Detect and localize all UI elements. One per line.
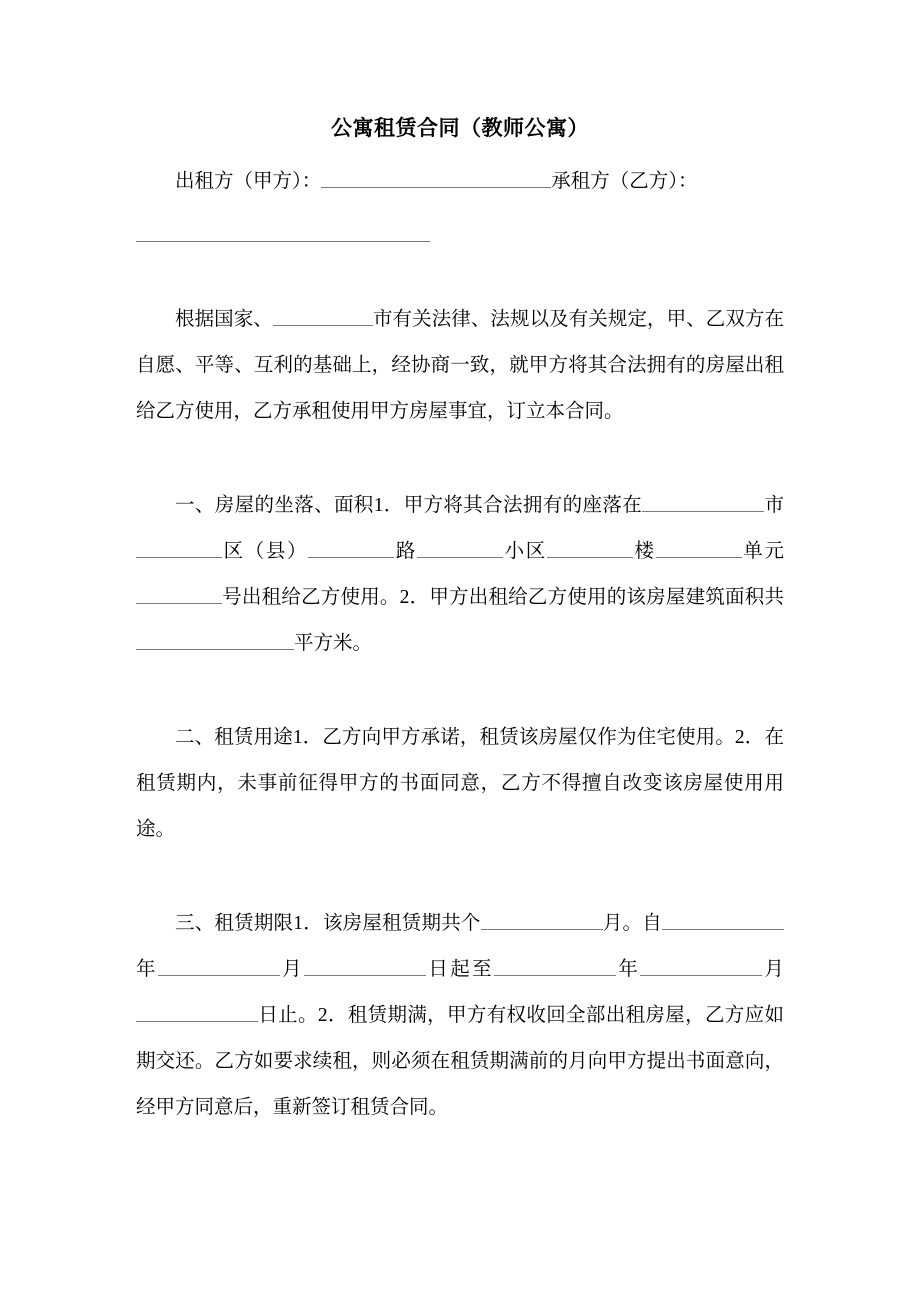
spacer-after-section-2 bbox=[136, 853, 784, 901]
section-1-heading: 一、房屋的坐落、面积 bbox=[175, 495, 374, 516]
section-1-clause-1-text-2: 区（县） bbox=[222, 541, 309, 562]
section-3-clause-2-number: 2． bbox=[317, 1005, 348, 1026]
start-day-blank[interactable] bbox=[304, 956, 426, 977]
city-blank[interactable] bbox=[273, 306, 373, 327]
lessor-label: 出租方（甲方）： bbox=[175, 171, 322, 192]
section-2-clause-2-text: 在租赁期内，未事前征得甲方的书面同意，乙方不得擅自改变该房屋使用用途。 bbox=[136, 727, 784, 840]
section-1-paragraph bbox=[136, 483, 784, 667]
section-3-paragraph bbox=[136, 901, 784, 1131]
start-year-blank[interactable] bbox=[662, 910, 784, 931]
end-month-blank[interactable] bbox=[640, 956, 762, 977]
section-1-clause-1-text-6: 单元 bbox=[741, 541, 784, 562]
section-1-clause-1-text-7: 号出租给乙方使用。 bbox=[222, 587, 400, 608]
end-year-blank[interactable] bbox=[494, 956, 616, 977]
section-1-clause-2-text-1: 平方米。 bbox=[294, 633, 373, 654]
spacer-after-parties bbox=[136, 251, 784, 297]
spacer-after-title bbox=[136, 143, 784, 159]
section-3-clause-1-text-3: 月 bbox=[279, 959, 305, 980]
section-3-clause-1-text-5: 年 bbox=[615, 959, 641, 980]
section-1-clause-1-text-1: 市 bbox=[764, 495, 784, 516]
section-3-clause-1-text-0: 该房屋租赁期共个 bbox=[322, 913, 481, 934]
page-title: 公寓租赁合同（教师公寓） bbox=[331, 116, 589, 140]
address-community-blank[interactable] bbox=[417, 538, 503, 559]
lessee-name-blank[interactable] bbox=[136, 241, 430, 242]
start-month-blank[interactable] bbox=[158, 956, 280, 977]
preamble-paragraph bbox=[136, 297, 784, 435]
section-2-clause-1-text: 乙方向甲方承诺，租赁该房屋仅作为住宅使用。 bbox=[322, 727, 735, 748]
lessee-label: 承租方（乙方）： bbox=[551, 171, 698, 192]
address-number-blank[interactable] bbox=[136, 584, 222, 605]
section-2-clause-2-number: 2． bbox=[734, 727, 765, 748]
address-building-blank[interactable] bbox=[547, 538, 633, 559]
section-3-clause-1-text-4: 日起至 bbox=[426, 959, 494, 980]
address-road-blank[interactable] bbox=[308, 538, 394, 559]
section-1-clause-2-number: 2． bbox=[399, 587, 430, 608]
section-1-clause-1-number: 1． bbox=[373, 495, 404, 516]
section-3-clause-1-number: 1． bbox=[293, 913, 323, 934]
section-3-clause-1-text-6: 月 bbox=[762, 959, 784, 980]
section-3-clause-1-text-1: 月。自 bbox=[602, 913, 662, 934]
party-line bbox=[136, 159, 784, 205]
building-area-blank[interactable] bbox=[136, 630, 294, 651]
section-1-clause-1-text-5: 楼 bbox=[632, 541, 656, 562]
preamble-text-before: 根据国家、 bbox=[175, 309, 273, 330]
address-unit-blank[interactable] bbox=[656, 538, 742, 559]
section-1-clause-1-text-0: 甲方将其合法拥有的座落在 bbox=[403, 495, 643, 516]
end-day-blank[interactable] bbox=[136, 1002, 258, 1023]
section-1-clause-2-text-0: 甲方出租给乙方使用的该房屋建筑面积共 bbox=[429, 587, 784, 608]
section-1-clause-1-text-4: 小区 bbox=[502, 541, 547, 562]
section-3-heading: 三、租赁期限 bbox=[175, 913, 294, 934]
section-1-clause-1-text-3: 路 bbox=[394, 541, 417, 562]
section-3-clause-1-text-2: 年 bbox=[136, 959, 158, 980]
address-city-blank[interactable] bbox=[642, 492, 764, 513]
section-3-clause-1-text-7: 日止。 bbox=[258, 1005, 318, 1026]
spacer-after-preamble bbox=[136, 435, 784, 483]
section-2-clause-1-number: 1． bbox=[292, 727, 323, 748]
lessee-name-blank-row bbox=[136, 205, 784, 251]
section-3-clause-2-text: 租赁期满，甲方有权收回全部出租房屋，乙方应如期交还。乙方如要求续租，则必须在租赁期满前的月向甲方提出书面意向，经甲方同意后，重新签订租赁合同。 bbox=[136, 1005, 784, 1118]
preamble-text-after: 市有关法律、法规以及有关规定，甲、乙双方在自愿、平等、互利的基础上，经协商一致，就甲方将其合法拥有的房屋出租给乙方使用，乙方承租使用甲方房屋事宜，订立本合同。 bbox=[136, 309, 784, 422]
lessor-name-blank[interactable] bbox=[321, 168, 551, 189]
address-district-blank[interactable] bbox=[136, 538, 222, 559]
section-2-paragraph bbox=[136, 715, 784, 853]
section-2-heading: 二、租赁用途 bbox=[175, 727, 293, 748]
document-body bbox=[136, 0, 784, 1131]
spacer-after-section-1 bbox=[136, 667, 784, 715]
term-months-blank[interactable] bbox=[481, 910, 603, 931]
